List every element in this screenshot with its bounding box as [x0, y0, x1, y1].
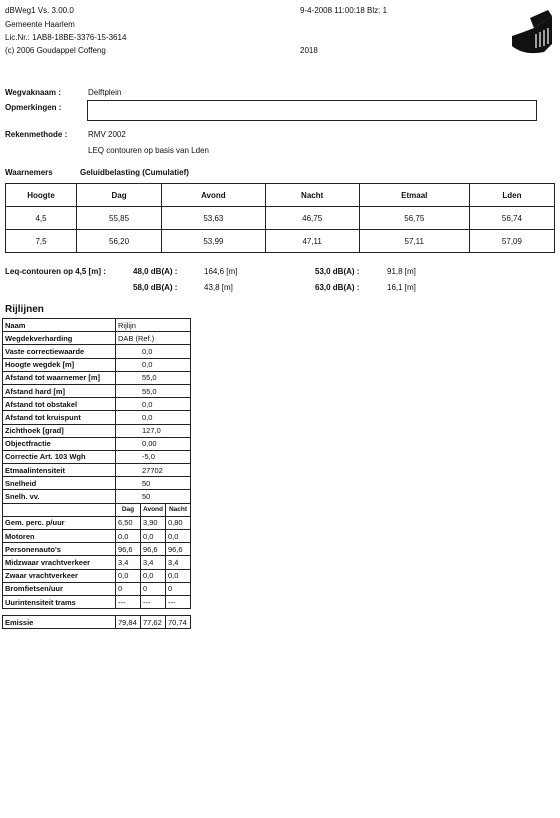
period-header: Dag [116, 503, 141, 516]
row-label: Afstand tot kruispunt [3, 411, 116, 424]
row-value: 0 [166, 582, 191, 595]
table-row [3, 450, 191, 463]
row-label: Snelheid [3, 477, 116, 490]
cell: 55,85 [77, 207, 162, 230]
table-row [3, 464, 191, 477]
table-row [3, 543, 191, 556]
col-dag: Dag [77, 184, 162, 207]
table-row [3, 477, 191, 490]
col-nacht: Nacht [265, 184, 359, 207]
row-value: -5,0 [116, 450, 191, 463]
contours-label: Leq-contouren op 4,5 [m] : [5, 267, 106, 276]
row-label: Snelh. vv. [3, 490, 116, 503]
row-label: Wegdekverharding [3, 332, 116, 345]
wegvak-label: Wegvaknaam : [5, 88, 61, 97]
row-label: Correctie Art. 103 Wgh [3, 450, 116, 463]
row-value: 77,62 [141, 616, 166, 629]
spacer-row [3, 609, 191, 616]
row-label: Midzwaar vrachtverkeer [3, 556, 116, 569]
row-value: 96,6 [116, 543, 141, 556]
cell: 53,99 [162, 230, 266, 253]
cell: 46,75 [265, 207, 359, 230]
print-datetime: 9-4-2008 11:00:18 Blz: 1 [300, 6, 388, 15]
table-row [3, 556, 191, 569]
col-avond: Avond [162, 184, 266, 207]
col-lden: Lden [469, 184, 554, 207]
col-hoogte: Hoogte [6, 184, 77, 207]
row-label: Afstand tot waarnemer [m] [3, 371, 116, 384]
table-row [3, 437, 191, 450]
row-label: Emissie [3, 616, 116, 629]
col-etmaal: Etmaal [359, 184, 469, 207]
row-value: 0,0 [116, 569, 141, 582]
row-value: 0,0 [141, 569, 166, 582]
table-row [3, 530, 191, 543]
geluidbelasting-label: Geluidbelasting (Cumulatief) [80, 168, 189, 177]
row-value: 0,0 [116, 345, 191, 358]
rekenmethode-value: RMV 2002 [88, 130, 126, 139]
row-label: Bromfietsen/uur [3, 582, 116, 595]
cell: 4,5 [6, 207, 77, 230]
row-value: 0,0 [116, 411, 191, 424]
row-value: 0 [141, 582, 166, 595]
row-value: 0,0 [116, 358, 191, 371]
table-row [3, 371, 191, 384]
table-row [3, 358, 191, 371]
row-value: 50 [116, 490, 191, 503]
row-value: 127,0 [116, 424, 191, 437]
rijlijnen-table [2, 318, 191, 629]
row-value: --- [141, 595, 166, 608]
contour-distance: 164,6 [m] [204, 267, 238, 276]
period-header: Nacht [166, 503, 191, 516]
period-header-row [3, 503, 191, 516]
rekenmethode-label: Rekenmethode : [5, 130, 68, 139]
row-value: 27702 [116, 464, 191, 477]
row-value: 0,00 [116, 437, 191, 450]
table-row [3, 398, 191, 411]
cell: 57,11 [359, 230, 469, 253]
table-row [3, 411, 191, 424]
row-value: --- [166, 595, 191, 608]
row-value: 55,0 [116, 371, 191, 384]
row-value: 0 [116, 582, 141, 595]
contour-distance: 43,8 [m] [204, 283, 233, 292]
row-value: 79,84 [116, 616, 141, 629]
contour-level: 53,0 dB(A) : [315, 267, 360, 276]
table-row [3, 345, 191, 358]
table-row [3, 490, 191, 503]
row-value: Rijlijn [116, 319, 191, 332]
table-row [3, 384, 191, 397]
table-row [3, 569, 191, 582]
row-value: --- [116, 595, 141, 608]
row-label: Vaste correctiewaarde [3, 345, 116, 358]
license-number: Lic.Nr.: 1AB8-18BE-3376-15-3614 [5, 33, 127, 42]
cell: 7,5 [6, 230, 77, 253]
row-value: 0,80 [166, 516, 191, 529]
opmerkingen-label: Opmerkingen : [5, 103, 62, 112]
row-label: Personenauto's [3, 543, 116, 556]
row-value: 3,4 [116, 556, 141, 569]
table-row [3, 424, 191, 437]
row-value: 96,6 [141, 543, 166, 556]
row-label: Afstand tot obstakel [3, 398, 116, 411]
row-label: Motoren [3, 530, 116, 543]
row-value: 0,0 [116, 398, 191, 411]
waarnemers-label: Waarnemers [5, 168, 53, 177]
copyright: (c) 2006 Goudappel Coffeng [5, 46, 106, 55]
emissie-row [3, 616, 191, 629]
rekenmethode-detail: LEQ contouren op basis van Lden [88, 146, 209, 155]
cell: 47,11 [265, 230, 359, 253]
wegvak-value: Delftplein [88, 88, 122, 97]
row-label: Afstand hard [m] [3, 384, 116, 397]
logo-icon [510, 8, 554, 56]
table-row [6, 207, 555, 230]
table-row [3, 516, 191, 529]
table-header-row [6, 184, 555, 207]
row-value: DAB (Ref.) [116, 332, 191, 345]
contour-level: 58,0 dB(A) : [133, 283, 178, 292]
row-value: 0,0 [141, 530, 166, 543]
geluidbelasting-table [5, 183, 555, 253]
row-label: Objectfractie [3, 437, 116, 450]
row-label: Uurintensiteit trams [3, 595, 116, 608]
row-value: 0,0 [116, 530, 141, 543]
row-value: 3,90 [141, 516, 166, 529]
row-label: Gem. perc. p/uur [3, 516, 116, 529]
row-value: 3,4 [166, 556, 191, 569]
app-version: dBWeg1 Vs. 3.00.0 [5, 6, 74, 15]
period-header: Avond [141, 503, 166, 516]
row-value: 55,0 [116, 384, 191, 397]
row-label: Hoogte wegdek [m] [3, 358, 116, 371]
cell: 57,09 [469, 230, 554, 253]
table-row [3, 332, 191, 345]
row-value: 0,0 [166, 569, 191, 582]
cell: 56,20 [77, 230, 162, 253]
row-label: Zwaar vrachtverkeer [3, 569, 116, 582]
contour-distance: 16,1 [m] [387, 283, 416, 292]
row-value: 50 [116, 477, 191, 490]
table-row [3, 319, 191, 332]
table-row [3, 582, 191, 595]
row-value: 6,50 [116, 516, 141, 529]
contour-level: 48,0 dB(A) : [133, 267, 178, 276]
row-value: 0,0 [166, 530, 191, 543]
organization: Gemeente Haarlem [5, 20, 75, 29]
year: 2018 [300, 46, 318, 55]
row-label: Etmaalintensiteit [3, 464, 116, 477]
row-label: Zichthoek [grad] [3, 424, 116, 437]
contour-distance: 91,8 [m] [387, 267, 416, 276]
row-value: 96,6 [166, 543, 191, 556]
rijlijnen-title: Rijlijnen [5, 304, 44, 315]
row-label: Naam [3, 319, 116, 332]
opmerkingen-field [87, 100, 537, 121]
spacer [3, 609, 191, 616]
table-row [3, 595, 191, 608]
row-label [3, 503, 116, 516]
table-row [6, 230, 555, 253]
contour-level: 63,0 dB(A) : [315, 283, 360, 292]
cell: 56,75 [359, 207, 469, 230]
row-value: 3,4 [141, 556, 166, 569]
cell: 56,74 [469, 207, 554, 230]
row-value: 70,74 [166, 616, 191, 629]
cell: 53,63 [162, 207, 266, 230]
